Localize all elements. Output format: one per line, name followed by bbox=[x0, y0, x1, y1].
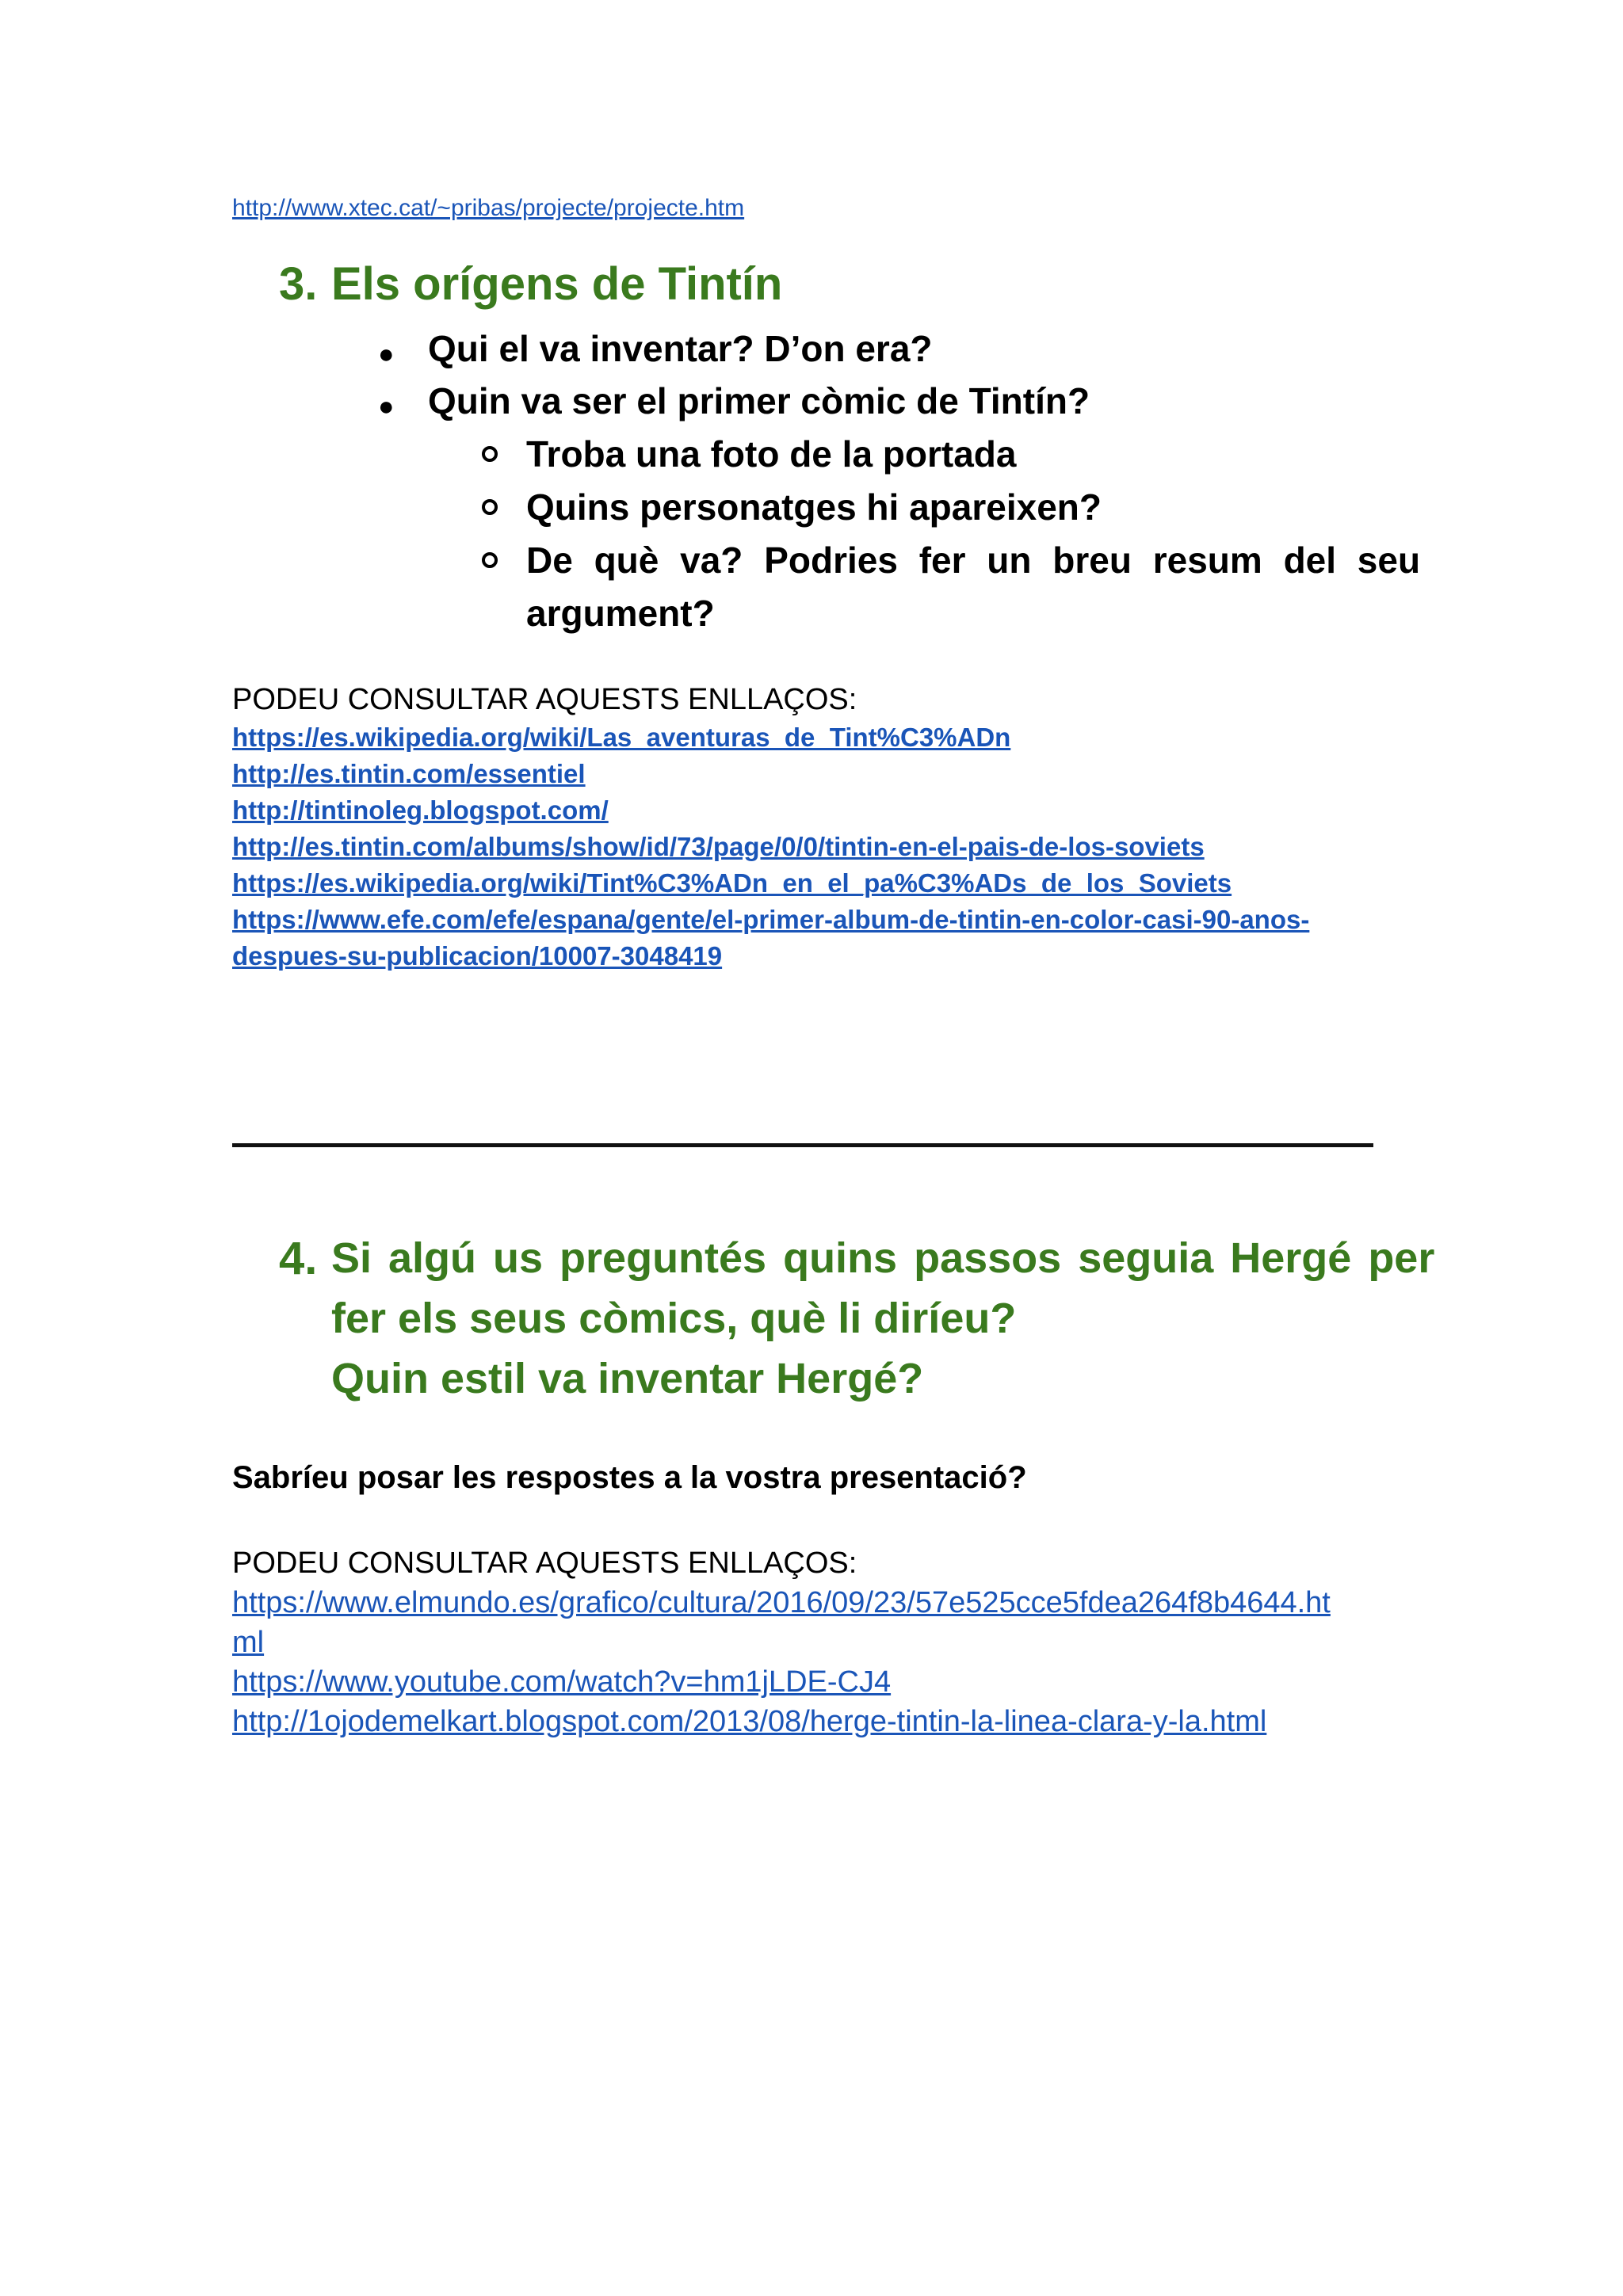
section3-bullet-2: Quin va ser el primer còmic de Tintín? bbox=[428, 380, 1090, 421]
section3-link-4[interactable]: http://es.tintin.com/albums/show/id/73/page/0/0/tintin-en-el-pais-de-los-soviets bbox=[232, 832, 1205, 861]
section3-subitem-3: De què va? Podries fer un breu resum del seu bbox=[526, 540, 1421, 581]
section4-link-1-cont[interactable]: ml bbox=[232, 1626, 265, 1659]
section4-title-line-2: fer els seus còmics, què li diríeu? bbox=[331, 1295, 1017, 1342]
section3-subitem-1: Troba una foto de la portada bbox=[526, 433, 1017, 475]
bullet-icon: ● bbox=[378, 339, 395, 369]
section3-link-5[interactable]: https://es.wikipedia.org/wiki/Tint%C3%ADn_en_el_pa%C3%ADs_de_los_Soviets bbox=[232, 868, 1232, 898]
circle-bullet-icon bbox=[482, 499, 498, 515]
section3-subitem-2: Quins personatges hi apareixen? bbox=[526, 486, 1102, 528]
section3-subitem-3-cont: argument? bbox=[526, 593, 715, 634]
section4-link-3[interactable]: http://1ojodemelkart.blogspot.com/2013/08/herge-tintin-la-linea-clara-y-la.html bbox=[232, 1705, 1267, 1738]
section3-bullet-1: Qui el va inventar? D’on era? bbox=[428, 328, 933, 369]
bullet-icon: ● bbox=[378, 391, 395, 421]
section4-title-line-1: Si algú us preguntés quins passos seguia Hergé per bbox=[331, 1234, 1435, 1282]
section4-question: Sabríeu posar les respostes a la vostra presentació? bbox=[232, 1460, 1027, 1495]
section3-number: 3. bbox=[279, 258, 318, 310]
section3-link-1[interactable]: https://es.wikipedia.org/wiki/Las_aventuras_de_Tint%C3%ADn bbox=[232, 723, 1011, 752]
section4-link-1[interactable]: https://www.elmundo.es/grafico/cultura/2016/09/23/57e525cce5fdea264f8b4644.ht bbox=[232, 1586, 1331, 1619]
section3-link-2[interactable]: http://es.tintin.com/essentiel bbox=[232, 759, 586, 788]
section3-links-label: PODEU CONSULTAR AQUESTS ENLLAÇOS: bbox=[232, 683, 857, 716]
section4-link-2[interactable]: https://www.youtube.com/watch?v=hm1jLDE-CJ4 bbox=[232, 1665, 892, 1699]
section4-number: 4. bbox=[279, 1233, 318, 1284]
section4-links-label: PODEU CONSULTAR AQUESTS ENLLAÇOS: bbox=[232, 1547, 857, 1580]
section3-title: Els orígens de Tintín bbox=[331, 258, 783, 310]
circle-bullet-icon bbox=[482, 552, 498, 568]
section3-link-6-cont[interactable]: despues-su-publicacion/10007-3048419 bbox=[232, 941, 723, 971]
circle-bullet-icon bbox=[482, 446, 498, 462]
section3-link-3[interactable]: http://tintinoleg.blogspot.com/ bbox=[232, 795, 609, 825]
section3-link-6[interactable]: https://www.efe.com/efe/espana/gente/el-primer-album-de-tintin-en-color-casi-90-anos- bbox=[232, 905, 1310, 934]
divider-line bbox=[232, 1143, 1373, 1147]
top-link[interactable]: http://www.xtec.cat/~pribas/projecte/projecte.htm bbox=[232, 195, 745, 221]
section4-title-line-3: Quin estil va inventar Hergé? bbox=[331, 1355, 924, 1402]
